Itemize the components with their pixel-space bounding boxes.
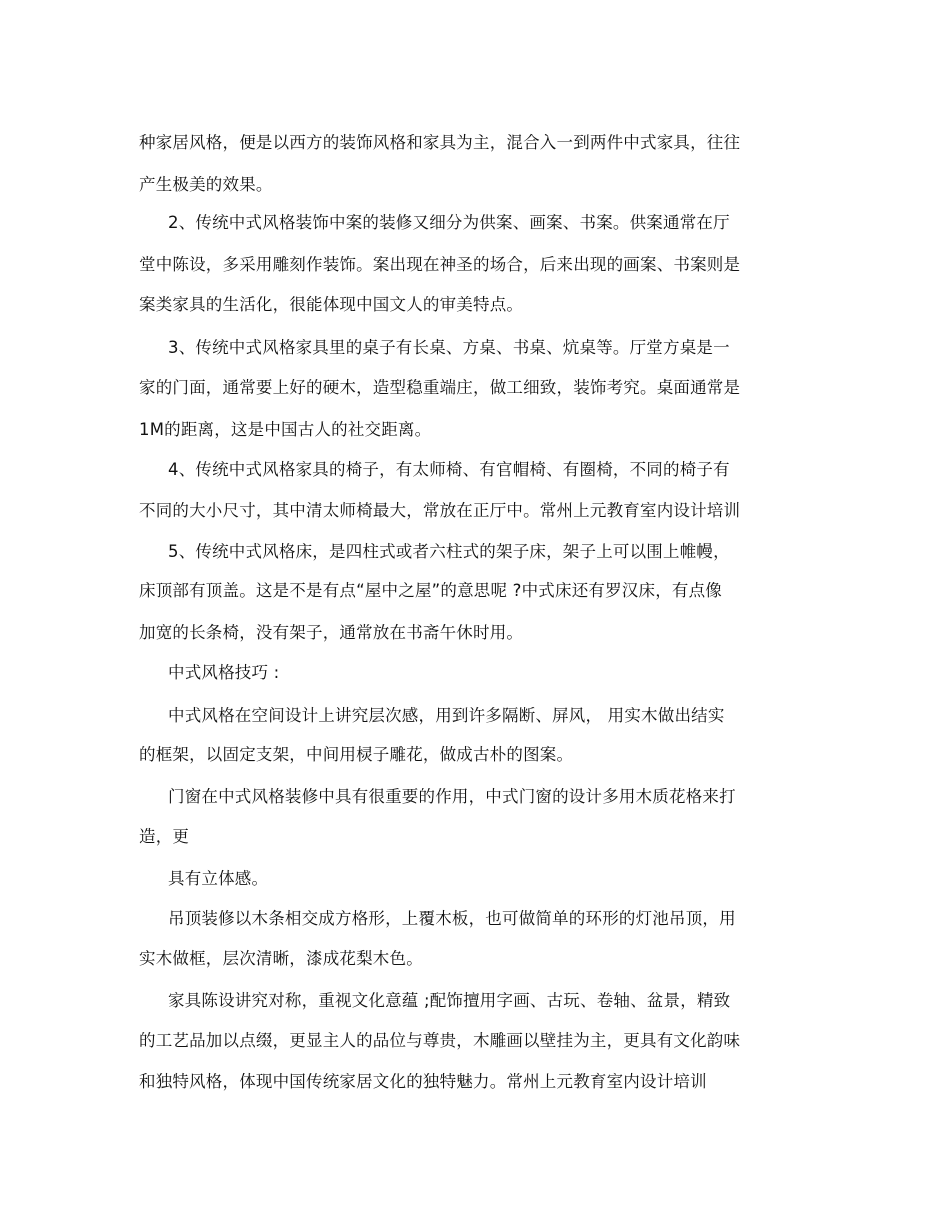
text-line: 种家居风格，便是以西方的装饰风格和家具为主，混合入一到两件中式家具，往往 [139,133,741,152]
text-line: 不同的大小尺寸，其中清太师椅最大，常放在正厅中。常州上元教育室内设计培训 [139,501,741,520]
text-line: 的工艺品加以点缀，更显主人的品位与尊贵，木雕画以壁挂为主，更具有文化韵味 [139,1031,741,1050]
text-line: 1M的距离，这是中国古人的社交距离。 [139,420,432,439]
text-line: 的框架，以固定支架，中间用棂子雕花，做成古朴的图案。 [139,745,574,764]
text-line: 3、传统中式风格家具里的桌子有长桌、方桌、书桌、炕桌等。厅堂方桌是一 [168,338,730,357]
text-line: 家的门面，通常要上好的硬木，造型稳重端庄，做工细致，装饰考究。桌面通常是 [139,378,741,397]
text-line: 产生极美的效果。 [139,175,273,194]
text-line: 门窗在中式风格装修中具有很重要的作用，中式门窗的设计多用木质花格来打 [168,787,736,806]
text-line: 5、传统中式风格床，是四柱式或者六柱式的架子床，架子上可以围上帷幔， [168,542,730,561]
text-line: 案类家具的生活化，很能体现中国文人的审美特点。 [139,295,524,314]
text-line: 4、传统中式风格家具的椅子，有太师椅、有官帽椅、有圈椅，不同的椅子有 [168,460,730,479]
text-line: 吊顶装修以木条相交成方格形，上覆木板，也可做简单的环形的灯池吊顶，用 [168,909,736,928]
text-line: 具有立体感。 [168,869,269,888]
text-line: 床顶部有顶盖。这是不是有点“屋中之屋”的意思呢 ?中式床还有罗汉床，有点像 [139,581,722,600]
text-line: 堂中陈设，多采用雕刻作装饰。案出现在神圣的场合，后来出现的画案、书案则是 [139,255,741,274]
text-line: 造，更 [139,827,190,846]
text-line: 2、传统中式风格装饰中案的装修又细分为供案、画案、书案。供案通常在厅 [168,213,730,232]
section-heading: 中式风格技巧 : [168,663,280,682]
text-line: 家具陈设讲究对称，重视文化意蕴 ;配饰擅用字画、古玩、卷轴、盆景，精致 [168,991,731,1010]
text-line: 加宽的长条椅，没有架子，通常放在书斋午休时用。 [139,623,524,642]
text-line: 中式风格在空间设计上讲究层次感，用到许多隔断、屏风， 用实木做出结实 [168,706,725,725]
text-line: 实木做框，层次清晰，漆成花梨木色。 [139,949,423,968]
text-line: 和独特风格，体现中国传统家居文化的独特魅力。常州上元教育室内设计培训 [139,1072,707,1091]
